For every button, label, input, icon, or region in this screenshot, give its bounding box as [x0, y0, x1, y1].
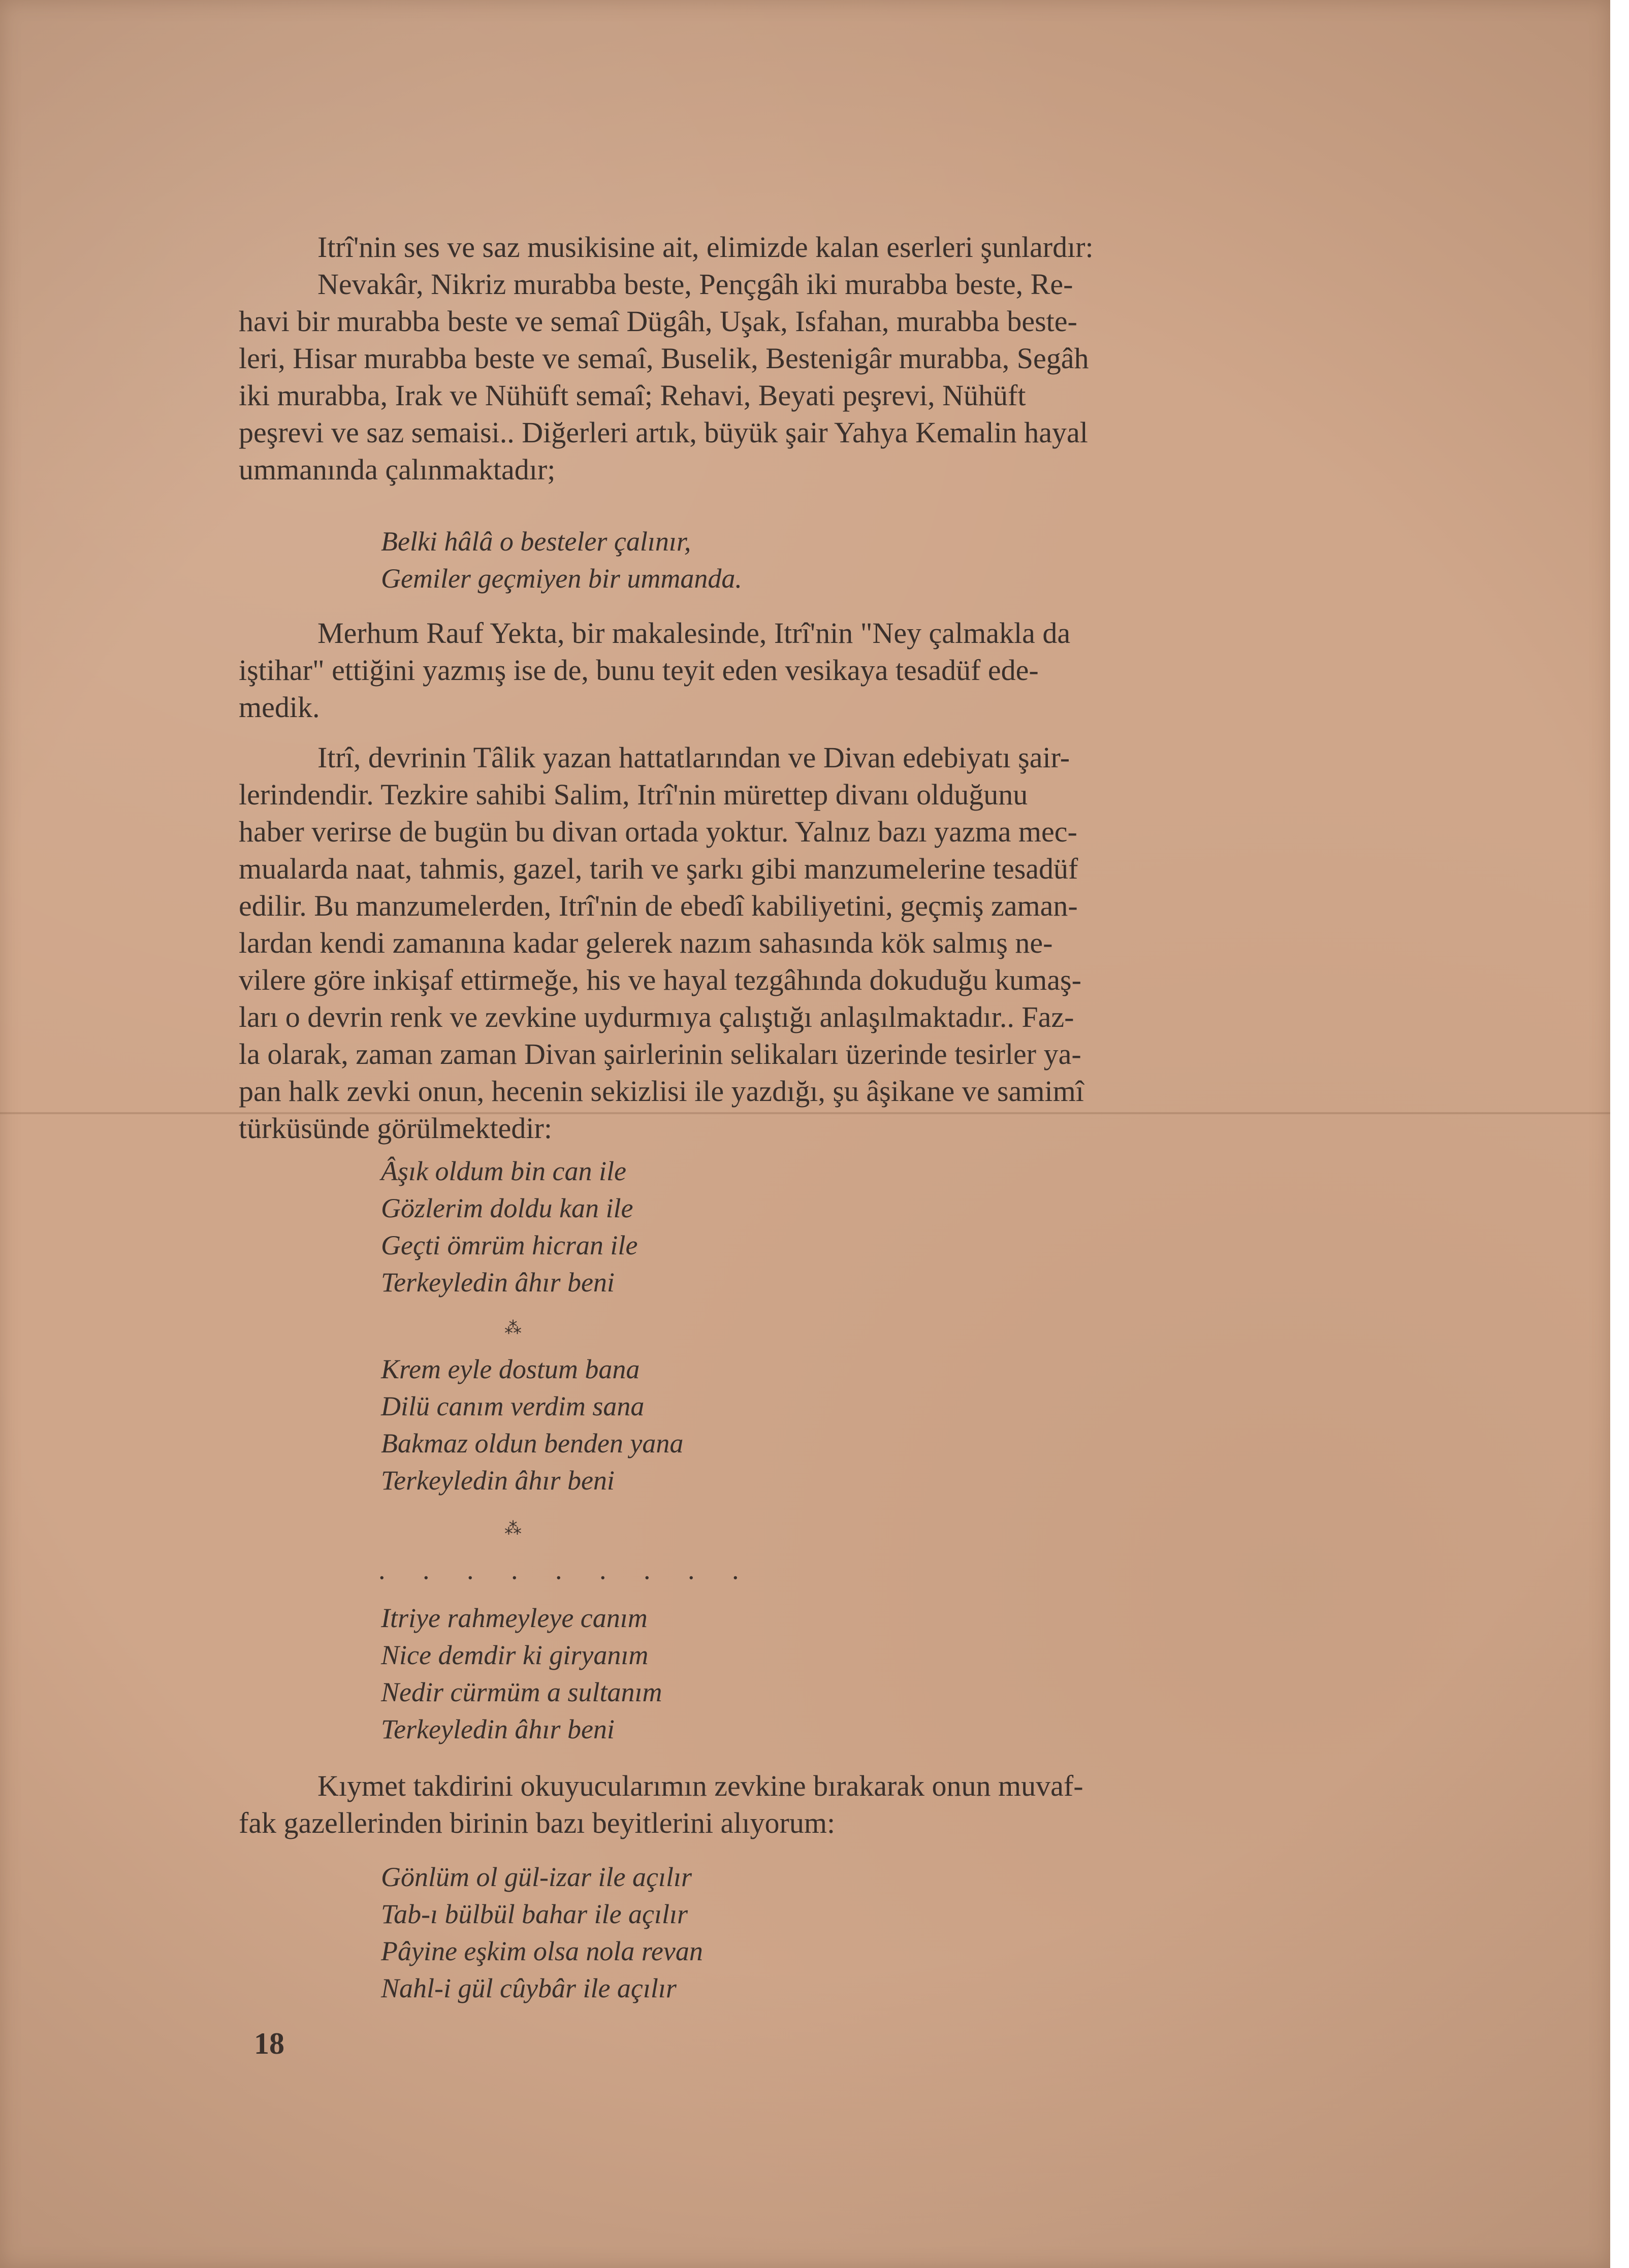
text-line: Itrî'nin ses ve saz musikisine ait, elimizde kalan eserleri şunlardır: [317, 231, 1094, 264]
verse-line: Terkeyledin âhır beni [381, 1267, 615, 1298]
verse-line: Gönlüm ol gül-izar ile açılır [381, 1862, 692, 1892]
text-line: Merhum Rauf Yekta, bir makalesinde, Itrî'nin "Ney çalmakla da [317, 617, 1071, 650]
text-line: iki murabba, Irak ve Nühüft semaî; Rehavi, Beyati peşrevi, Nühüft [239, 379, 1026, 412]
verse-gazel [381, 1859, 703, 2007]
text-line: fak gazellerinden birinin bazı beyitlerini alıyorum: [239, 1806, 836, 1839]
text-line: ları o devrin renk ve zevkine uydurmıya çalıştığı anlaşılmaktadır.. Faz- [239, 1000, 1074, 1033]
verse-line: Nahl-i gül cûybâr ile açılır [381, 1973, 677, 2003]
text-line: edilir. Bu manzumelerden, Itrî'nin de ebedî kabiliyetini, geçmiş zaman- [239, 889, 1078, 922]
text-line: ummanında çalınmaktadır; [239, 453, 556, 486]
verse-line: Krem eyle dostum bana [381, 1354, 640, 1384]
text-line: Itrî, devrinin Tâlik yazan hattatlarından ve Divan edebiyatı şair- [317, 741, 1070, 774]
verse-line: Bakmaz oldun benden yana [381, 1428, 684, 1459]
paragraph-gazel-intro [239, 1767, 1280, 1841]
verse-line: Belki hâlâ o besteler çalınır, [381, 526, 691, 557]
paragraph-musical-works [239, 229, 1280, 488]
verse-line: Gözlerim doldu kan ile [381, 1193, 633, 1223]
text-line: havi bir murabba beste ve semaî Dügâh, Uşak, Isfahan, murabba beste- [239, 305, 1077, 338]
text-line: iştihar" ettiğini yazmış ise de, bunu teyit eden vesikaya tesadüf ede- [239, 654, 1039, 687]
text-line: la olarak, zaman zaman Divan şairlerinin selikaları üzerinde tesirler ya- [239, 1038, 1081, 1071]
text-line: Nevakâr, Nikriz murabba beste, Pençgâh iki murabba beste, Re- [317, 268, 1073, 301]
verse-line: Nedir cürmüm a sultanım [381, 1677, 662, 1707]
text-line: lardan kendi zamanına kadar gelerek nazım sahasında kök salmış ne- [239, 926, 1053, 959]
verse-line: Itriye rahmeyleye canım [381, 1603, 648, 1633]
verse-line: Pâyine eşkim olsa nola revan [381, 1936, 703, 1966]
verse-line: Geçti ömrüm hicran ile [381, 1230, 638, 1260]
verse-line: Dilü canım verdim sana [381, 1391, 645, 1421]
verse-line: Âşık oldum bin can ile [381, 1156, 626, 1186]
text-line: leri, Hisar murabba beste ve semaî, Buselik, Bestenigâr murabba, Segâh [239, 342, 1089, 375]
paragraph-divan-poet [239, 739, 1280, 1147]
verse-turku-stanza-3 [381, 1600, 662, 1748]
verse-yahya-kemal [381, 523, 742, 597]
text-line: pan halk zevki onun, hecenin sekizlisi ile yazdığı, şu âşikane ve samimî [239, 1075, 1084, 1108]
verse-line: Gemiler geçmiyen bir ummanda. [381, 563, 742, 594]
text-line: mualarda naat, tahmis, gazel, tarih ve şarkı gibi manzumelerine tesadüf [239, 852, 1078, 885]
verse-turku-stanza-2 [381, 1351, 683, 1499]
page-number: 18 [254, 2027, 284, 2060]
text-line: lerindendir. Tezkire sahibi Salim, Itrî'nin mürettep divanı olduğunu [239, 778, 1028, 811]
verse-line: Terkeyledin âhır beni [381, 1714, 615, 1744]
text-line: medik. [239, 691, 320, 724]
verse-line: Terkeyledin âhır beni [381, 1465, 615, 1496]
text-line: Kıymet takdirini okuyucularımın zevkine bırakarak onun muvaf- [317, 1769, 1083, 1802]
asterism-ornament: ⁂ [504, 1318, 522, 1338]
paragraph-rauf-yekta [239, 614, 1280, 726]
text-line: vilere göre inkişaf ettirmeğe, his ve hayal tezgâhında dokuduğu kumaş- [239, 963, 1081, 996]
ellipsis-row: . . . . . . . . . [378, 1554, 754, 1585]
text-line: türküsünde görülmektedir: [239, 1112, 552, 1145]
text-line: peşrevi ve saz semaisi.. Diğerleri artık, büyük şair Yahya Kemalin hayal [239, 416, 1088, 449]
verse-line: Tab-ı bülbül bahar ile açılır [381, 1899, 688, 1929]
verse-turku-stanza-1 [381, 1153, 637, 1301]
verse-line: Nice demdir ki giryanım [381, 1640, 649, 1670]
asterism-ornament: ⁂ [504, 1518, 522, 1539]
text-line: haber verirse de bugün bu divan ortada yoktur. Yalnız bazı yazma mec- [239, 815, 1077, 848]
